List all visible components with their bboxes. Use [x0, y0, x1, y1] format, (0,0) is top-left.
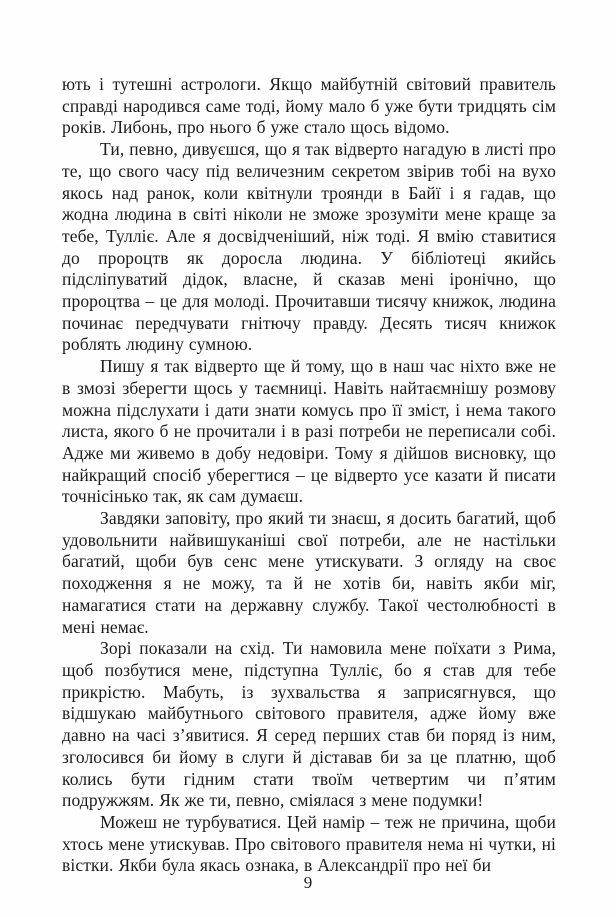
- paragraph: Ти, певно, дивуєшся, що я так відверто нагадую в листі про те, що свого часу під величезним секретом звірив тобі на вухо якось над ранок, коли квітнули троянди в Байї і я гадав, що жодна людина в світі ніколи не зможе зрозуміти мене краще за тебе, Тулліє. Але я досвідченіший, ніж тоді. Я вмію ставитися до пророцтв як доросла людина. У бібліотеці якийсь підсліпуватий дідок, власне, й сказав мені іронічно, що пророцтва – це для молоді. Прочитавши тисячу книжок, людина починає передчувати гнітючу правду. Десять тисяч книжок роблять людину сумною.: [62, 139, 556, 355]
- paragraph: Зорі показали на схід. Ти намовила мене поїхати з Рима, щоб позбутися мене, підступна Тулліє, бо я став для тебе прикрістю. Мабуть, із зухвальства я заприсягнувся, що відшукаю майбутнього світового правителя, адже йому вже давно на часі з’явитися. Я серед перших став би поряд із ним, зголосився би йому в слуги й діставав би за це платню, щоб колись бути гідним стати твоїм четвертим чи п’ятим подружжям. Як же ти, певно, сміялася з мене подумки!: [62, 638, 556, 811]
- paragraph: Завдяки заповіту, про який ти знаєш, я досить багатий, щоб удовольнити найвишуканіші свої потреби, але не настільки багатий, щоби був сенс мене утискувати. З огляду на своє походження я не можу, та й не хотів би, навіть якби міг, намагатися стати на державну службу. Такої честолюбності в мені немає.: [62, 508, 556, 637]
- text-block: [62, 74, 556, 877]
- paragraph: Пишу я так відверто ще й тому, що в наш час ніхто вже не в змозі зберегти щось у таємниці. Навіть найтаємнішу розмову можна підслухати і дати знати комусь про її зміст, і нема такого листа, якого б не прочитали і в разі потреби не переписали собі. Адже ми живемо в добу недовіри. Тому я дійшов висновку, що найкращий спосіб уберегтися – це відверто усе казати й писати точнісінько так, як сам думаєш.: [62, 356, 556, 507]
- paragraph: ють і тутешні астрологи. Якщо майбутній світовий правитель справді народився саме тоді, йому мало б уже бути тридцять сім років. Либонь, про нього б уже стало щось відомо.: [62, 74, 556, 138]
- paragraph: Можеш не турбуватися. Цей намір – теж не причина, щоби хтось мене утискував. Про світового правителя нема ні чутки, ні вістки. Якби була якась ознака, в Александрії про неї би: [62, 811, 556, 876]
- page-number: 9: [303, 873, 313, 892]
